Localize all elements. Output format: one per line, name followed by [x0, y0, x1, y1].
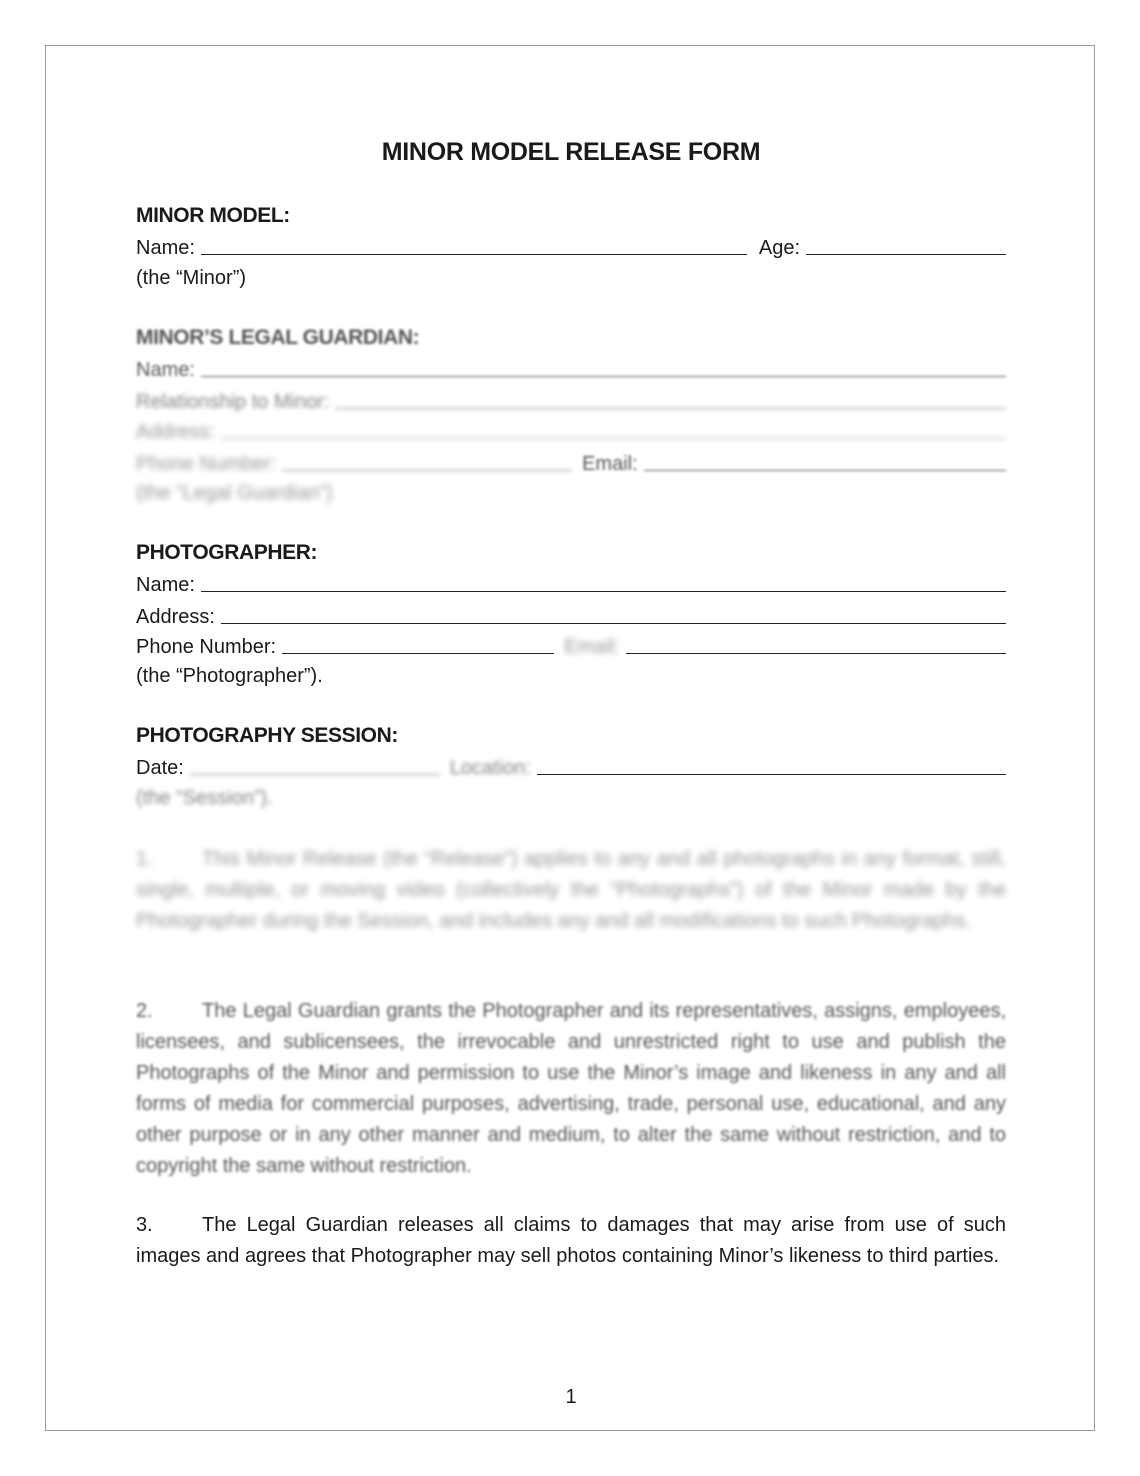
guardian-name-field[interactable]	[201, 375, 1006, 377]
clause-2-text: The Legal Guardian grants the Photographer and its representatives, assigns, employees, licensees, and sublicensees, the irrevocable and unrestricted right to use and publish the Photographs of the Minor and permission to use the Minor’s image and likeness in any and all forms of media for commercial purposes, advertising, trade, personal use, educational, and any other purpose or in any other manner and medium, to alter the same without restriction, and to copyright the same without restriction.	[136, 1000, 1006, 1177]
photographer-phone-field[interactable]	[282, 652, 554, 654]
session-date-field[interactable]	[190, 773, 440, 775]
minor-name-row	[136, 232, 1006, 260]
document-page	[45, 45, 1095, 1431]
photographer-name-field[interactable]	[201, 590, 1006, 592]
guardian-relationship-field[interactable]	[335, 407, 1006, 409]
clause-1-text: This Minor Release (the “Release”) applies to any and all photographs in any format, still, single, multiple, or moving video (collectively the “Photographs”) of the Minor made by the Photographer during the Session, and includes any and all modifications to such Photographs.	[136, 848, 1006, 932]
session-row	[136, 752, 1006, 780]
minor-name-label: Name:	[136, 237, 195, 259]
minor-name-field[interactable]	[201, 253, 747, 255]
page-number: 1	[565, 1386, 577, 1408]
minor-defined-as: (the “Minor”)	[136, 267, 247, 289]
photographer-address-field[interactable]	[221, 622, 1006, 624]
guardian-defined-as: (the “Legal Guardian”)	[136, 482, 333, 504]
photographer-contact-row	[136, 631, 1006, 659]
minor-age-field[interactable]	[806, 253, 1006, 255]
clause-1-number: 1.	[136, 848, 153, 870]
session-location-field[interactable]	[537, 773, 1006, 775]
photographer-phone-label: Phone Number:	[136, 636, 277, 658]
guardian-relationship-label: Relationship to Minor:	[136, 391, 330, 413]
document-content	[136, 46, 1006, 1430]
clause-2-number: 2.	[136, 1000, 153, 1022]
minor-model-heading: MINOR MODEL:	[136, 204, 290, 227]
photographer-name-label: Name:	[136, 574, 195, 596]
clause-1	[136, 844, 1006, 937]
guardian-email-label: Email:	[582, 453, 638, 475]
guardian-phone-field[interactable]	[282, 469, 572, 471]
guardian-name-row	[136, 354, 1006, 382]
photographer-address-label: Address:	[136, 606, 215, 628]
clause-3-number: 3.	[136, 1214, 153, 1236]
photographer-defined-as: (the “Photographer”).	[136, 665, 323, 687]
page-title: MINOR MODEL RELEASE FORM	[381, 138, 761, 166]
photographer-email-field[interactable]	[626, 652, 1006, 654]
guardian-email-field[interactable]	[644, 469, 1006, 471]
photographer-name-row	[136, 569, 1006, 597]
guardian-contact-row	[136, 448, 1006, 476]
session-defined-as: (the “Session”).	[136, 787, 273, 809]
photographer-address-row	[136, 601, 1006, 629]
clause-2	[136, 996, 1006, 1182]
guardian-phone-label: Phone Number:	[136, 453, 277, 475]
clause-3	[136, 1210, 1006, 1272]
guardian-address-field[interactable]	[221, 437, 1006, 439]
guardian-relationship-row	[136, 386, 1006, 414]
session-heading: PHOTOGRAPHY SESSION:	[136, 724, 398, 747]
session-date-label: Date:	[136, 757, 184, 779]
guardian-address-row	[136, 416, 1006, 444]
minor-age-label: Age:	[758, 237, 801, 259]
photographer-email-label: Email:	[564, 636, 620, 658]
guardian-name-label: Name:	[136, 359, 195, 381]
session-location-label: Location:	[449, 757, 531, 779]
clause-3-text: The Legal Guardian releases all claims to damages that may arise from use of such images and agrees that Photographer may sell photos containing Minor’s likeness to third parties.	[136, 1214, 1006, 1267]
guardian-heading: MINOR’S LEGAL GUARDIAN:	[136, 326, 420, 349]
guardian-address-label: Address:	[136, 421, 215, 443]
photographer-heading: PHOTOGRAPHER:	[136, 541, 318, 564]
